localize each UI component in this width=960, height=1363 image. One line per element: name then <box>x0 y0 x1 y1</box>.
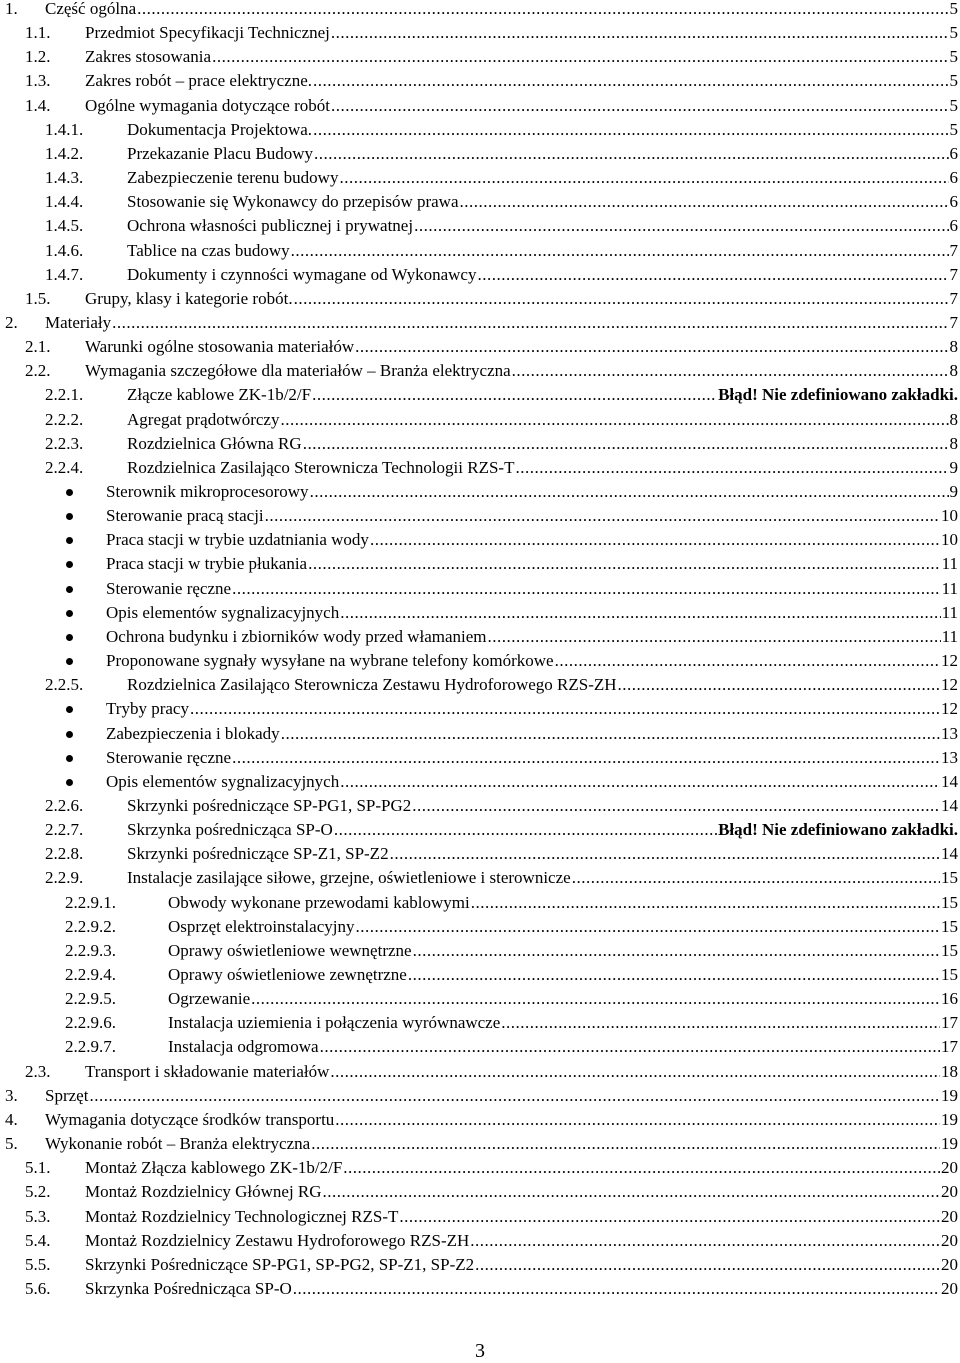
bullet-icon <box>66 586 73 593</box>
toc-entry-page: 5 <box>949 95 958 115</box>
toc-entry-number: 2.2.9.2. <box>65 916 116 936</box>
dot-leader <box>294 287 949 311</box>
toc-entry[interactable] <box>0 1132 960 1156</box>
toc-entry-title: Skrzynka Pośrednicząca SP-O <box>85 1278 292 1298</box>
toc-entry-page: 20 <box>941 1254 958 1274</box>
toc-entry-number: 2.2.9.5. <box>65 989 116 1009</box>
toc-entry[interactable] <box>0 601 960 625</box>
dot-leader <box>312 383 717 407</box>
toc-entry-number: 1.4.1. <box>45 119 84 139</box>
dot-leader <box>280 408 948 432</box>
toc-entry[interactable] <box>0 722 960 746</box>
toc-entry-page: 13 <box>941 747 958 767</box>
dot-leader <box>320 1035 940 1059</box>
toc-entry[interactable] <box>0 1253 960 1277</box>
toc-entry-title: Sterowanie ręczne <box>106 578 232 598</box>
dot-leader <box>323 1180 940 1204</box>
toc-entry-number: 5. <box>5 1134 18 1154</box>
dot-leader <box>310 480 949 504</box>
toc-entry[interactable] <box>0 1205 960 1229</box>
toc-entry[interactable] <box>0 552 960 576</box>
dot-leader <box>335 1108 940 1132</box>
toc-entry-title: Tablice na czas budowy <box>127 240 290 260</box>
dot-leader <box>293 1277 940 1301</box>
toc-entry-page: 8 <box>949 337 958 357</box>
toc-entry-title: Przedmiot Specyfikacji Technicznej <box>85 23 330 43</box>
toc-entry[interactable] <box>0 214 960 238</box>
dot-leader <box>232 746 940 770</box>
toc-entry-page: 17 <box>941 1013 958 1033</box>
bullet-icon <box>66 658 73 665</box>
toc-entry-page: 11 <box>941 578 958 598</box>
toc-entry-number: 5.3. <box>25 1206 51 1226</box>
toc-entry-page: 6 <box>949 216 958 236</box>
toc-entry-title: Transport i składowanie materiałów <box>85 1061 330 1081</box>
toc-entry[interactable] <box>0 1229 960 1253</box>
toc-entry-number: 1. <box>5 0 18 18</box>
dot-leader <box>477 263 948 287</box>
toc-entry-page: 11 <box>941 626 958 646</box>
toc-entry[interactable] <box>0 21 960 45</box>
toc-entry-page: 13 <box>941 723 958 743</box>
toc-entry-title: Instalacje zasilające siłowe, grzejne, oświetleniowe i sterownicze <box>127 868 571 888</box>
toc-entry-page: 19 <box>941 1134 958 1154</box>
toc-entry-number: 2.1. <box>25 337 51 357</box>
toc-entry-number: 1.3. <box>25 71 51 91</box>
toc-entry-page: 19 <box>941 1085 958 1105</box>
dot-leader <box>291 239 949 263</box>
toc-entry-number: 5.2. <box>25 1182 51 1202</box>
toc-entry-page: 14 <box>941 844 958 864</box>
toc-entry-title: Ogólne wymagania dotyczące robót <box>85 95 330 115</box>
toc-entry-number: 2.2.6. <box>45 795 84 815</box>
dot-leader <box>303 432 949 456</box>
toc-entry-title: Rozdzielnica Zasilająco Sterownicza Zestawu Hydroforowego RZS-ZH <box>127 675 617 695</box>
toc-entry-title: Skrzynka pośrednicząca SP-O <box>127 820 333 840</box>
toc-entry-title: Sprzęt <box>45 1085 89 1105</box>
toc-entry-page: 12 <box>941 699 958 719</box>
dot-leader <box>555 649 940 673</box>
dot-leader <box>251 987 940 1011</box>
toc-entry-page: 9 <box>949 457 958 477</box>
toc-entry[interactable] <box>0 1108 960 1132</box>
bullet-icon <box>66 731 73 738</box>
toc-entry-title: Warunki ogólne stosowania materiałów <box>85 337 355 357</box>
toc-entry-number: 5.1. <box>25 1158 51 1178</box>
toc-entry-title: Opis elementów sygnalizacyjnych <box>106 771 340 791</box>
toc-entry-number: 2.2.9.7. <box>65 1037 116 1057</box>
toc-entry[interactable] <box>0 987 960 1011</box>
dot-leader <box>515 456 948 480</box>
toc-entry-page: 7 <box>949 312 958 332</box>
toc-entry-number: 5.4. <box>25 1230 51 1250</box>
toc-entry-page: 6 <box>949 143 958 163</box>
toc-entry-title: Dokumenty i czynności wymagane od Wykonawcy <box>127 264 477 284</box>
toc-entry-title: Opis elementów sygnalizacyjnych <box>106 602 340 622</box>
dot-leader <box>355 915 940 939</box>
toc-entry-title: Stosowanie się Wykonawcy do przepisów prawa <box>127 192 459 212</box>
dot-leader <box>137 0 948 21</box>
dot-leader <box>618 673 940 697</box>
toc-entry-page: 11 <box>941 602 958 622</box>
toc-entry-title: Wymagania szczegółowe dla materiałów – Branża elektryczna <box>85 361 511 381</box>
toc-entry-page: 14 <box>941 771 958 791</box>
dot-leader <box>112 311 948 335</box>
toc-entry[interactable] <box>0 142 960 166</box>
toc-entry[interactable] <box>0 697 960 721</box>
toc-entry-error: Błąd! Nie zdefiniowano zakładki. <box>718 385 958 405</box>
toc-entry-number: 2.2. <box>25 361 51 381</box>
toc-entry-page: 15 <box>941 965 958 984</box>
toc-entry[interactable] <box>0 190 960 214</box>
toc-entry[interactable] <box>0 818 960 842</box>
toc-entry-page: 18 <box>941 1061 958 1081</box>
toc-entry-page: 12 <box>941 651 958 671</box>
toc-entry-page: 8 <box>949 409 958 429</box>
toc-entry[interactable] <box>0 577 960 601</box>
toc-entry-page: 5 <box>949 47 958 67</box>
toc-entry[interactable] <box>0 528 960 552</box>
toc-entry[interactable] <box>0 311 960 335</box>
toc-entry[interactable] <box>0 504 960 528</box>
toc-entry[interactable] <box>0 891 960 915</box>
toc-entry-title: Ogrzewanie <box>168 989 251 1009</box>
bullet-icon <box>66 779 73 786</box>
toc-entry-number: 3. <box>5 1085 18 1105</box>
toc-entry-page: 7 <box>949 288 958 308</box>
toc-entry-title: Instalacja uziemienia i połączenia wyrównawcze <box>168 1013 501 1033</box>
toc-entry[interactable] <box>0 335 960 359</box>
dot-leader <box>399 1205 940 1229</box>
toc-entry-number: 2.2.9.3. <box>65 940 116 960</box>
toc-entry-title: Ochrona własności publicznej i prywatnej <box>127 216 414 236</box>
toc-entry[interactable] <box>0 45 960 69</box>
toc-entry-page: 7 <box>949 264 958 284</box>
dot-leader <box>414 214 948 238</box>
toc-entry-title: Praca stacji w trybie uzdatniania wody <box>106 530 369 550</box>
toc-entry-title: Zakres stosowania <box>85 47 212 67</box>
bullet-icon <box>66 706 73 713</box>
toc-entry-page: 17 <box>941 1037 958 1057</box>
toc-entry-number: 5.6. <box>25 1278 51 1298</box>
toc-entry[interactable] <box>0 1180 960 1204</box>
toc-entry[interactable] <box>0 1011 960 1035</box>
toc-entry-title: Oprawy oświetleniowe zewnętrzne <box>168 965 407 984</box>
toc-entry-number: 2.2.9.6. <box>65 1013 116 1033</box>
toc-entry-title: Proponowane sygnały wysyłane na wybrane telefony komórkowe <box>106 651 554 671</box>
toc-entry-title: Wymagania dotyczące środków transportu <box>45 1109 335 1129</box>
toc-entry-page: 16 <box>941 989 958 1009</box>
dot-leader <box>355 335 948 359</box>
toc-entry[interactable] <box>0 94 960 118</box>
toc-entry[interactable] <box>0 746 960 770</box>
dot-leader <box>313 118 948 142</box>
toc-entry-page: 12 <box>941 675 958 695</box>
dot-leader <box>370 528 940 552</box>
bullet-icon <box>66 755 73 762</box>
dot-leader <box>330 1060 940 1084</box>
toc-entry-page: 10 <box>941 506 958 526</box>
dot-leader <box>308 552 941 576</box>
toc-entry-page: 15 <box>941 868 958 888</box>
toc-entry-title: Agregat prądotwórczy <box>127 409 280 429</box>
toc-entry[interactable] <box>0 408 960 432</box>
toc-entry-number: 1.5. <box>25 288 51 308</box>
toc-entry-page: 5 <box>949 0 958 18</box>
dot-leader <box>190 697 940 721</box>
toc-entry-page: 20 <box>941 1182 958 1202</box>
toc-entry-title: Dokumentacja Projektowa. <box>127 119 313 139</box>
toc-entry[interactable] <box>0 842 960 866</box>
dot-leader <box>390 842 940 866</box>
dot-leader <box>413 939 940 963</box>
toc-entry-page: 15 <box>941 916 958 936</box>
toc-entry[interactable] <box>0 456 960 480</box>
toc-entry-title: Przekazanie Placu Budowy <box>127 143 313 163</box>
toc-entry-title: Grupy, klasy i kategorie robót. <box>85 288 293 308</box>
toc-entry[interactable] <box>0 1156 960 1180</box>
toc-entry-number: 2.2.5. <box>45 675 84 695</box>
toc-entry-page: 15 <box>941 940 958 960</box>
toc-entry-title: Praca stacji w trybie płukania <box>106 554 308 574</box>
toc-entry-title: Sterowanie ręczne <box>106 747 232 767</box>
toc-entry-title: Obwody wykonane przewodami kablowymi <box>168 892 470 912</box>
dot-leader <box>512 359 949 383</box>
toc-entry-page: 10 <box>941 530 958 550</box>
bullet-icon <box>66 537 73 544</box>
toc-entry[interactable] <box>0 1035 960 1059</box>
toc-entry-number: 2.2.1. <box>45 385 84 405</box>
toc-entry[interactable] <box>0 866 960 890</box>
toc-entry-number: 1.1. <box>25 23 51 43</box>
toc-entry[interactable] <box>0 359 960 383</box>
toc-entry-title: Montaż Rozdzielnicy Technologicznej RZS-T <box>85 1206 399 1226</box>
toc-entry[interactable] <box>0 673 960 697</box>
toc-entry-number: 2.2.9.1. <box>65 892 116 912</box>
toc-entry-title: Skrzynki pośredniczące SP-PG1, SP-PG2 <box>127 795 412 815</box>
toc-entry[interactable] <box>0 939 960 963</box>
toc-entry-number: 2.3. <box>25 1061 51 1081</box>
toc-entry-number: 2.2.9. <box>45 868 84 888</box>
toc-entry-title: Montaż Rozdzielnicy Zestawu Hydroforowego RZS-ZH <box>85 1230 470 1250</box>
toc-entry-number: 1.4.4. <box>45 192 84 212</box>
toc-entry-number: 4. <box>5 1109 18 1129</box>
toc-entry-title: Materiały <box>45 312 112 332</box>
toc-entry-number: 1.4.7. <box>45 264 84 284</box>
dot-leader <box>232 577 941 601</box>
toc-entry[interactable] <box>0 794 960 818</box>
toc-entry-page: 20 <box>941 1230 958 1250</box>
toc-entry[interactable] <box>0 963 960 987</box>
dot-leader <box>470 1229 940 1253</box>
dot-leader <box>501 1011 940 1035</box>
dot-leader <box>281 722 940 746</box>
toc-entry-title: Instalacja odgromowa <box>168 1037 319 1057</box>
toc-entry[interactable] <box>0 770 960 794</box>
toc-entry-title: Montaż Złącza kablowego ZK-1b/2/F <box>85 1158 343 1178</box>
dot-leader <box>488 625 941 649</box>
toc-entry-title: Oprawy oświetleniowe wewnętrzne <box>168 940 412 960</box>
dot-leader <box>314 142 949 166</box>
toc-entry[interactable] <box>0 915 960 939</box>
dot-leader <box>265 504 940 528</box>
toc-entry-title: Rozdzielnica Główna RG <box>127 433 302 453</box>
toc-entry[interactable] <box>0 1277 960 1301</box>
toc-entry-page: 19 <box>941 1109 958 1129</box>
toc-entry[interactable] <box>0 1060 960 1084</box>
bullet-icon <box>66 489 73 496</box>
toc-entry-number: 2.2.9.4. <box>65 965 116 984</box>
toc-entry[interactable] <box>0 263 960 287</box>
toc-entry[interactable] <box>0 432 960 456</box>
toc-entry[interactable] <box>0 287 960 311</box>
toc-entry-number: 2.2.7. <box>45 820 84 840</box>
bullet-icon <box>66 561 73 568</box>
toc-entry-page: 6 <box>949 192 958 212</box>
toc-entry-title: Rozdzielnica Zasilająco Sterownicza Technologii RZS-T <box>127 457 515 477</box>
toc-entry-page: 8 <box>949 361 958 381</box>
toc-entry-number: 2. <box>5 312 18 332</box>
dot-leader <box>572 866 940 890</box>
toc-entry-page: 6 <box>949 168 958 188</box>
toc-entry-title: Sterownik mikroprocesorowy <box>106 482 309 501</box>
toc-entry[interactable] <box>0 383 960 407</box>
toc-entry[interactable] <box>0 166 960 190</box>
toc-entry[interactable] <box>0 649 960 673</box>
dot-leader <box>471 891 940 915</box>
toc-entry-number: 2.2.8. <box>45 844 84 864</box>
toc-entry-title: Skrzynki pośredniczące SP-Z1, SP-Z2 <box>127 844 389 864</box>
toc-entry-page: 9 <box>949 482 958 501</box>
toc-entry-page: 5 <box>949 23 958 43</box>
dot-leader <box>212 45 948 69</box>
toc-entry-page: 5 <box>949 119 958 139</box>
dot-leader <box>334 818 717 842</box>
bullet-icon <box>66 610 73 617</box>
dot-leader <box>412 794 940 818</box>
bullet-icon <box>66 513 73 520</box>
toc-entry-number: 1.4.2. <box>45 143 84 163</box>
toc-entry-title: Złącze kablowe ZK-1b/2/F <box>127 385 312 405</box>
dot-leader <box>340 770 940 794</box>
toc-entry[interactable] <box>0 239 960 263</box>
toc-entry-error: Błąd! Nie zdefiniowano zakładki. <box>718 820 958 840</box>
toc-entry[interactable] <box>0 118 960 142</box>
toc-entry-number: 5.5. <box>25 1254 51 1274</box>
dot-leader <box>460 190 949 214</box>
bullet-icon <box>66 634 73 641</box>
toc-entry-page: 7 <box>949 240 958 260</box>
toc-entry-title: Tryby pracy <box>106 699 189 719</box>
dot-leader <box>311 1132 940 1156</box>
toc-entry-number: 1.4. <box>25 95 51 115</box>
toc-entry-page: 15 <box>941 892 958 912</box>
toc-entry[interactable] <box>0 625 960 649</box>
toc-entry[interactable] <box>0 480 960 504</box>
toc-entry-title: Montaż Rozdzielnicy Głównej RG <box>85 1182 322 1202</box>
toc-entry-title: Zakres robót – prace elektryczne. <box>85 71 313 91</box>
toc-entry-page: 5 <box>949 71 958 91</box>
toc-entry-title: Ochrona budynku i zbiorników wody przed włamaniem <box>106 626 487 646</box>
toc-entry-number: 2.2.4. <box>45 457 84 477</box>
toc-entry[interactable] <box>0 0 960 21</box>
toc-entry-number: 2.2.3. <box>45 433 84 453</box>
toc-entry[interactable] <box>0 69 960 93</box>
dot-leader <box>408 963 940 987</box>
toc-entry[interactable] <box>0 1084 960 1108</box>
dot-leader <box>331 21 949 45</box>
toc-entry-title: Część ogólna <box>45 0 137 18</box>
dot-leader <box>475 1253 940 1277</box>
toc-entry-page: 14 <box>941 795 958 815</box>
page-number: 3 <box>475 1340 485 1362</box>
toc-entry-title: Skrzynki Pośredniczące SP-PG1, SP-PG2, SP-Z1, SP-Z2 <box>85 1254 475 1274</box>
toc-entry-number: 1.4.6. <box>45 240 84 260</box>
toc-entry-title: Zabezpieczenia i blokady <box>106 723 280 743</box>
dot-leader <box>331 94 949 118</box>
dot-leader <box>340 601 940 625</box>
toc-entry-number: 1.4.3. <box>45 168 84 188</box>
toc-entry-page: 8 <box>949 433 958 453</box>
toc-entry-title: Sterowanie pracą stacji <box>106 506 264 526</box>
toc-entry-page: 11 <box>941 554 958 574</box>
toc-entry-title: Osprzęt elektroinstalacyjny <box>168 916 355 936</box>
toc-entry-title: Wykonanie robót – Branża elektryczna <box>45 1134 311 1154</box>
dot-leader <box>313 69 948 93</box>
dot-leader <box>89 1084 940 1108</box>
toc-entry-page: 20 <box>941 1206 958 1226</box>
toc-entry-number: 2.2.2. <box>45 409 84 429</box>
toc-entry-number: 1.4.5. <box>45 216 84 236</box>
toc-entry-title: Zabezpieczenie terenu budowy <box>127 168 339 188</box>
toc-entry-page: 20 <box>941 1158 958 1178</box>
toc-entry-number: 1.2. <box>25 47 51 67</box>
dot-leader <box>343 1156 940 1180</box>
toc-entry-page: 20 <box>941 1278 958 1298</box>
dot-leader <box>339 166 948 190</box>
